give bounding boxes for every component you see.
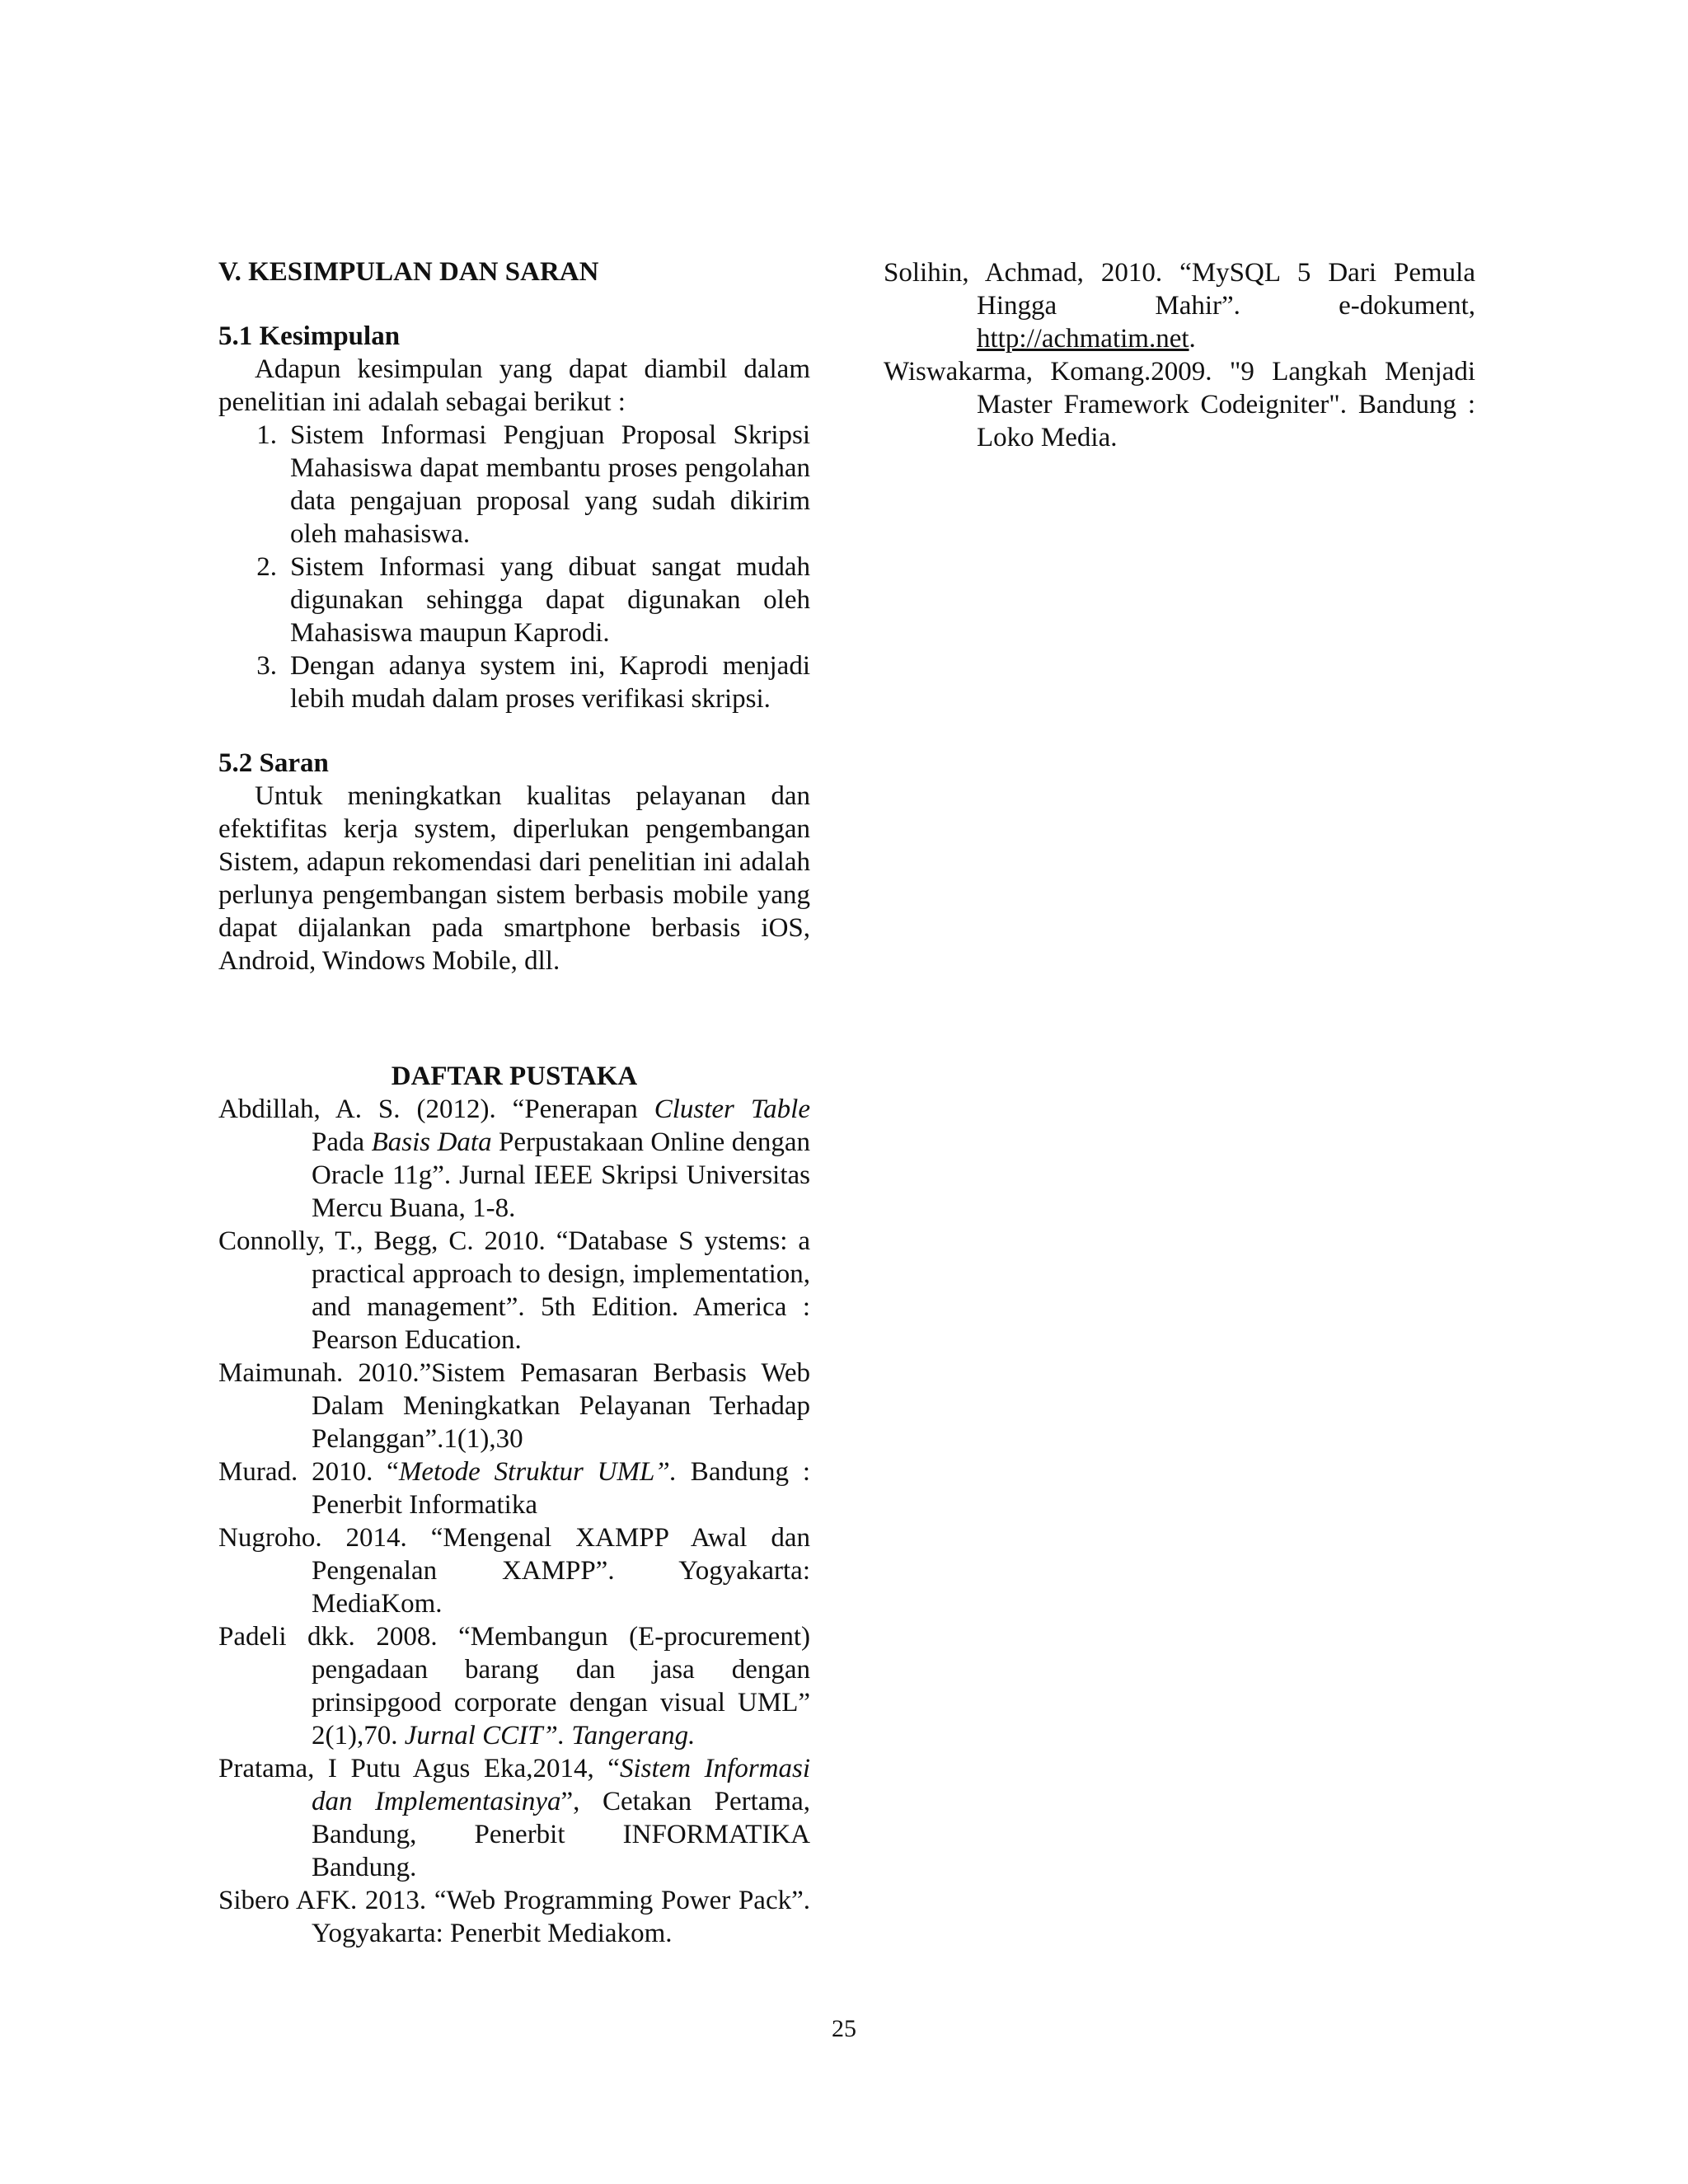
reference-item (218, 1357, 810, 1455)
reference-text: Nugroho. 2014. “Mengenal XAMPP Awal dan Pengenalan XAMPP”. Yogyakarta: MediaKom. (218, 1523, 810, 1619)
suggestion-heading: 5.2 Saran (218, 748, 329, 778)
list-item (256, 419, 810, 551)
reference-item (218, 1620, 810, 1752)
reference-text: Wiswakarma, Komang.2009. "9 Langkah Menjadi Master Framework Codeigniter". Bandung : Loko Media. (884, 357, 1475, 452)
reference-text: Pada (312, 1127, 372, 1157)
reference-item (218, 1093, 810, 1225)
list-item-text: Sistem Informasi yang dibuat sangat mudah digunakan sehingga dapat digunakan oleh Mahasiswa maupun Kaprodi. (290, 552, 810, 648)
references-title: DAFTAR PUSTAKA (391, 1062, 638, 1091)
list-item-text: Dengan adanya system ini, Kaprodi menjadi lebih mudah dalam proses verifikasi skripsi. (290, 651, 810, 714)
right-column (884, 256, 1475, 454)
reference-italic-text: Metode Struktur UML”. (398, 1457, 677, 1487)
conclusion-list (218, 419, 810, 715)
reference-text: ”, Cetakan Pertama, Bandung, Penerbit INFORMATIKA Bandung. (312, 1787, 810, 1882)
list-item-number: 3. (256, 651, 277, 681)
section-title: V. KESIMPULAN DAN SARAN (218, 257, 599, 287)
list-item-number: 1. (256, 420, 277, 450)
suggestion-text: Untuk meningkatkan kualitas pelayanan dan efektifitas kerja system, diperlukan pengembangan Sistem, adapun rekomendasi dari penelitian ini adalah perlunya pengembangan sistem berbasis mobile yang dapat dijalankan pada smartphone berbasis iOS, Android, Windows Mobile, dll. (218, 781, 810, 976)
reference-text: Maimunah. 2010.”Sistem Pemasaran Berbasis Web Dalam Meningkatkan Pelayanan Terhadap Pelanggan”.1(1),30 (218, 1358, 810, 1454)
reference-link[interactable]: http://achmatim.net (977, 324, 1189, 354)
reference-text: Murad. 2010. “ (218, 1457, 399, 1487)
reference-text: Pratama, I Putu Agus Eka,2014, “ (218, 1754, 620, 1783)
page-number: 25 (832, 2015, 856, 2042)
reference-suffix: . (1189, 324, 1196, 354)
reference-text: Bandung : Penerbit Informatika (312, 1457, 810, 1520)
reference-text: Abdillah, A. S. (2012). “Penerapan (218, 1094, 654, 1124)
reference-item (218, 1225, 810, 1357)
conclusion-heading: 5.1 Kesimpulan (218, 321, 401, 351)
reference-italic-text: Jurnal CCIT”. Tangerang. (404, 1721, 696, 1750)
reference-italic-text: Basis Data (371, 1127, 492, 1157)
reference-italic-text: Cluster Table (654, 1094, 810, 1124)
reference-text: Connolly, T., Begg, C. 2010. “Database S ystems: a practical approach to design, implementation, and management”. 5th Edition. America : Pearson Education. (218, 1226, 810, 1355)
reference-text: Sibero AFK. 2013. “Web Programming Power Pack”. Yogyakarta: Penerbit Mediakom. (218, 1886, 810, 1948)
list-item (256, 649, 810, 715)
reference-item (218, 1455, 810, 1521)
list-item (256, 551, 810, 649)
references-list (218, 1093, 810, 1950)
reference-item (884, 355, 1475, 454)
list-item-number: 2. (256, 552, 277, 582)
reference-item (884, 256, 1475, 355)
reference-item (218, 1752, 810, 1884)
reference-item (218, 1521, 810, 1620)
reference-text: Padeli dkk. 2008. “Membangun (E-procurement) pengadaan barang dan jasa dengan prinsipgood corporate dengan visual UML” 2(1),70. (218, 1622, 810, 1750)
reference-text: Perpustakaan Online dengan Oracle 11g”. Jurnal IEEE Skripsi Universitas Mercu Buana, 1-8. (312, 1127, 810, 1223)
reference-item (218, 1884, 810, 1950)
reference-italic-text: Sistem Informasi dan Implementasinya (312, 1754, 811, 1816)
conclusion-intro: Adapun kesimpulan yang dapat diambil dalam penelitian ini adalah sebagai berikut : (218, 354, 810, 417)
reference-text: Solihin, Achmad, 2010. “MySQL 5 Dari Pemula Hingga Mahir”. e-dokument, (884, 258, 1475, 321)
list-item-text: Sistem Informasi Pengjuan Proposal Skripsi Mahasiswa dapat membantu proses pengolahan data pengajuan proposal yang sudah dikirim oleh mahasiswa. (290, 420, 810, 549)
left-column (218, 255, 810, 1950)
